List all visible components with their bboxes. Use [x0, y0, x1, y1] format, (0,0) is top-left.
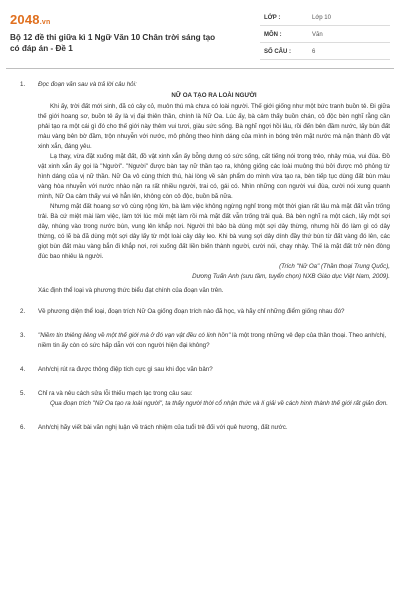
site-logo[interactable]: [10, 12, 50, 27]
passage: [38, 102, 390, 262]
meta-label: SỐ CÂU :: [264, 49, 291, 55]
meta-row-class: [260, 12, 390, 26]
question-3: [10, 331, 390, 351]
passage-paragraph: Khi ấy, trời đất mới sinh, đã có cây cỏ, muôn thú mà chưa có loài người. Thế giới giống như một bức tranh buồn tẻ. Đi giữa thế giới hoang sơ, buồn tẻ ấy là vị đại thiên thần, chính là Nữ Oa. Lúc ấy, bà cảm thấy buồn chán, cô độc bèn nghĩ rằng cần phải tạo ra một cái gì đó cho thế giới này thêm vui tươi, giàu sức sống. Bà nghĩ ngợi hồi lâu, rồi đến bên đầm nước, lấy bùn đất màu vàng bên bờ đầm, trộn nhuyễn với nước, mô phỏng theo hình dáng của mình in bóng trên mặt nước mà nặn thành đồ vật xinh xắn, đáng yêu.: [38, 103, 390, 150]
question-text: [38, 331, 390, 351]
question-4: [10, 365, 390, 375]
question-number: 3.: [20, 332, 26, 339]
passage-source: Dương Tuấn Anh (sưu tầm, tuyển chọn) NXB Giáo dục Việt Nam, 2009).: [192, 273, 390, 280]
meta-label: LỚP :: [264, 15, 281, 21]
meta-value: Lớp 10: [312, 15, 331, 21]
passage-paragraph: Nhưng mặt đất hoang sơ vô cùng rộng lớn, bà làm việc không ngừng nghỉ trong một thời gian rất lâu mà mặt đất vẫn trống trải. Bà cứ miệt mài làm việc, làm tới lúc mỏi mệt làm rồi mà mặt đất vẫn trống trải quá. Bà bèn nghĩ ra một cách, lấy một sợi dây, nhúng vào trong nước bùn, vung lên khắp nơi. Người thì bảo bà dùng một sợi dây thừng, nhưng hồi đó làm gì có dây thừng, có lẽ bà đã dùng một sợi dây lấy từ một loài cây dây leo. Khi bà vung sợi dây dính đầy thứ bùn từ đất vàng đó lên, các giọt bùn đất màu vàng bắn đi khắp nơi, rơi xuống đất liền biến thành người, cười nói, chạy nhảy. Thế là mặt đất trở nên đông đúc bao nhiêu là người.: [38, 203, 390, 260]
passage-title: NỮ OA TẠO RA LOÀI NGƯỜI: [171, 92, 257, 99]
passage-source: (Trích "Nữ Oa" (Thần thoại Trung Quốc),: [279, 263, 390, 270]
meta-table: [260, 12, 390, 63]
question-intro: Đọc đoạn văn sau và trả lời câu hỏi:: [38, 81, 137, 88]
question-number: 5.: [20, 390, 26, 397]
question-1: [10, 80, 390, 296]
header-divider: [6, 68, 394, 69]
question-text: Anh/chị hãy viết bài văn nghị luận về trách nhiệm của tuổi trẻ đối với quê hương, đất nước.: [38, 424, 288, 431]
question-text: Chỉ ra và nêu cách sửa lỗi thiếu mạch lạc trong câu sau:: [38, 390, 193, 397]
passage-paragraph: Lạ thay, vừa đặt xuống mặt đất, đồ vật xinh xắn ấy bỗng dưng có sức sống, cất tiếng nói trong trẻo, nhảy múa, vui đùa. Đồ vật xinh xắn ấy gọi là "Người". "Người" được bàn tay nữ thần tạo ra, không giống các loài muông thú bởi được mô phỏng từ hình dáng của vị nữ thần. Nữ Oa vô cùng thích thú, hài lòng về sản phẩm do mình vừa tạo ra, bèn tiếp tục dùng đất bùn màu vàng hòa nhuyễn với nước nhào nặn ra rất nhiều người, trai có, gái có. Nhìn những con người vui đùa, cười nói xung quanh mình, Nữ Oa cảm thấy vui vẻ hẳn lên, không còn cô độc, buồn bã nữa.: [38, 153, 390, 200]
meta-row-count: [260, 46, 390, 60]
question-text-rest: là một trong những vẻ đẹp của thần thoại. Theo anh/chị, niềm tin ấy còn có sức hấp dẫn với con người hiện đại không?: [38, 332, 387, 349]
question-number: 2.: [20, 308, 26, 315]
question-6: [10, 423, 390, 433]
question-text: Về phương diện thể loại, đoạn trích Nữ Oa giống đoạn trích nào đã học, và hãy chỉ những điểm giống nhau đó?: [38, 308, 345, 315]
question-quote: "Niềm tin thiêng liêng về một thế giới mà ở đó vạn vật đều có linh hồn": [38, 332, 231, 339]
document-title: Bộ 12 đề thi giữa kì 1 Ngữ Văn 10 Chân trời sáng tạo có đáp án - Đề 1: [10, 33, 216, 53]
logo-suffix: .vn: [39, 19, 51, 26]
meta-row-subject: [260, 29, 390, 43]
question-number: 4.: [20, 366, 26, 373]
question-number: 6.: [20, 424, 26, 431]
question-2: [10, 307, 390, 317]
header: [10, 12, 390, 62]
meta-value: 6: [312, 49, 316, 55]
question-sentence: Qua đoạn trích "Nữ Oa tạo ra loài người", ta thấy người thời cổ nhận thức và lí giải về cách hình thành thế giới rất giản đơn.: [50, 400, 389, 407]
question-text: Anh/chị rút ra được thông điệp tích cực gì sau khi đọc văn bản?: [38, 366, 213, 373]
question-number: 1.: [20, 81, 26, 88]
question-text: Xác định thể loại và phương thức biểu đạt chính của đoạn văn trên.: [38, 287, 224, 294]
meta-label: MÔN :: [264, 32, 282, 38]
logo-main: 2048: [10, 12, 40, 27]
meta-value: Văn: [312, 32, 323, 38]
question-list: [10, 80, 390, 444]
question-5: [10, 389, 390, 409]
